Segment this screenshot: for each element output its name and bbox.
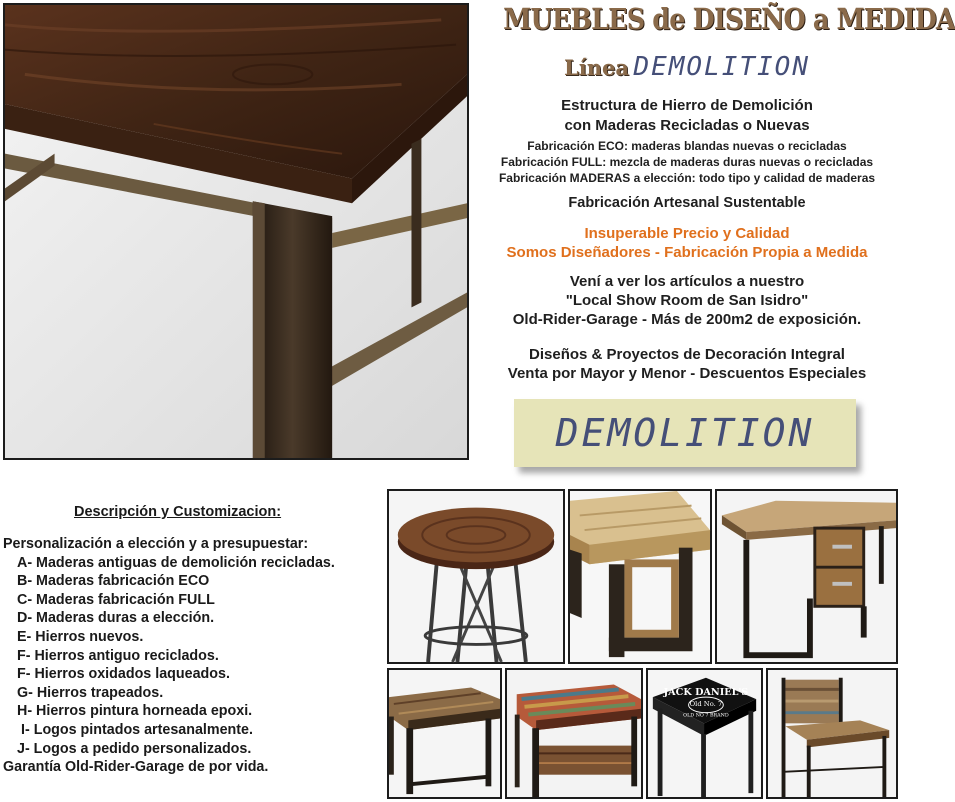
table-corner-image [5, 5, 467, 458]
list-item: A- Maderas antiguas de demolición recicladas. [17, 554, 335, 571]
logo-brand-text: JACK DANIEL'S [663, 687, 749, 699]
thumb-logo-stool [646, 668, 763, 799]
highlight-line-1: Insuperable Precio y Calidad [584, 225, 790, 242]
structure-line-1: Estructura de Hierro de Demolición [561, 97, 813, 114]
fabrication-eco: Fabricación ECO: maderas blandas nuevas o recicladas [527, 139, 847, 153]
line-prefix: Línea [564, 55, 629, 80]
list-item: I- Logos pintados artesanalmente. [21, 721, 253, 738]
thumb-bar-chair [766, 668, 898, 799]
list-item: E- Hierros nuevos. [17, 628, 144, 645]
description-intro: Personalización a elección y a presupuestar: [3, 536, 309, 552]
showroom-line-2: "Local Show Room de San Isidro" [565, 292, 809, 309]
highlight-line-2: Somos Diseñadores - Fabricación Propia a Medida [506, 244, 868, 261]
list-item: F- Hierros oxidados laqueados. [17, 666, 230, 683]
description-title: Descripción y Customizacion: [74, 504, 282, 520]
logo-sub-text: Old No. 7 [689, 699, 723, 708]
warranty-text: Garantía Old-Rider-Garage de por vida. [3, 759, 269, 776]
thumb-coffee-table [387, 668, 502, 799]
jack-daniels-stool-image [648, 670, 761, 797]
banner-text: DEMOLITION [555, 411, 815, 455]
fabrication-list [474, 138, 900, 186]
showroom-text [474, 272, 900, 329]
fabrication-full: Fabricación FULL: mezcla de maderas duras nuevas o recicladas [500, 155, 874, 169]
page-title: MUEBLES de DISEÑO a MEDIDA [503, 2, 955, 36]
line-heading [478, 52, 896, 82]
structure-line-2: con Maderas Recicladas o Nuevas [564, 117, 810, 134]
thumb-desk [715, 489, 898, 664]
list-item: F- Hierros antiguo reciclados. [17, 647, 219, 664]
artisanal-text: Fabricación Artesanal Sustentable [568, 195, 806, 211]
structure-text [474, 96, 900, 136]
list-item: C- Maderas fabricación FULL [17, 591, 215, 608]
bench-image [570, 491, 710, 662]
logo-small-text: OLD NO 7 BRAND [683, 713, 729, 719]
demolition-banner [514, 399, 856, 467]
list-item: J- Logos a pedido personalizados. [17, 740, 252, 757]
services-line-1: Diseños & Proyectos de Decoración Integral [529, 346, 845, 363]
showroom-line-3: Old-Rider-Garage - Más de 200m2 de exposición. [512, 311, 862, 328]
thumb-colorful-table [505, 668, 643, 799]
description-list [3, 535, 335, 777]
list-item: H- Hierros pintura horneada epoxi. [17, 703, 253, 720]
services-text [474, 345, 900, 383]
highlight-text [474, 224, 900, 262]
desk-image [717, 491, 896, 662]
services-line-2: Venta por Mayor y Menor - Descuentos Especiales [507, 365, 867, 382]
showroom-line-1: Vení a ver los artículos a nuestro [569, 273, 805, 290]
list-item: B- Maderas fabricación ECO [17, 573, 210, 590]
main-table-photo [3, 3, 469, 460]
fabrication-maderas: Fabricación MADERAS a elección: todo tipo y calidad de maderas [498, 171, 876, 185]
list-item: G- Hierros trapeados. [17, 684, 164, 701]
bar-chair-image [768, 670, 896, 797]
coffee-table-image [389, 670, 500, 797]
round-stool-image [389, 491, 563, 662]
thumb-stool-round [387, 489, 565, 664]
list-item: D- Maderas duras a elección. [17, 610, 215, 627]
colorful-table-image [507, 670, 641, 797]
thumb-bench [568, 489, 712, 664]
line-name: DEMOLITION [633, 52, 810, 82]
